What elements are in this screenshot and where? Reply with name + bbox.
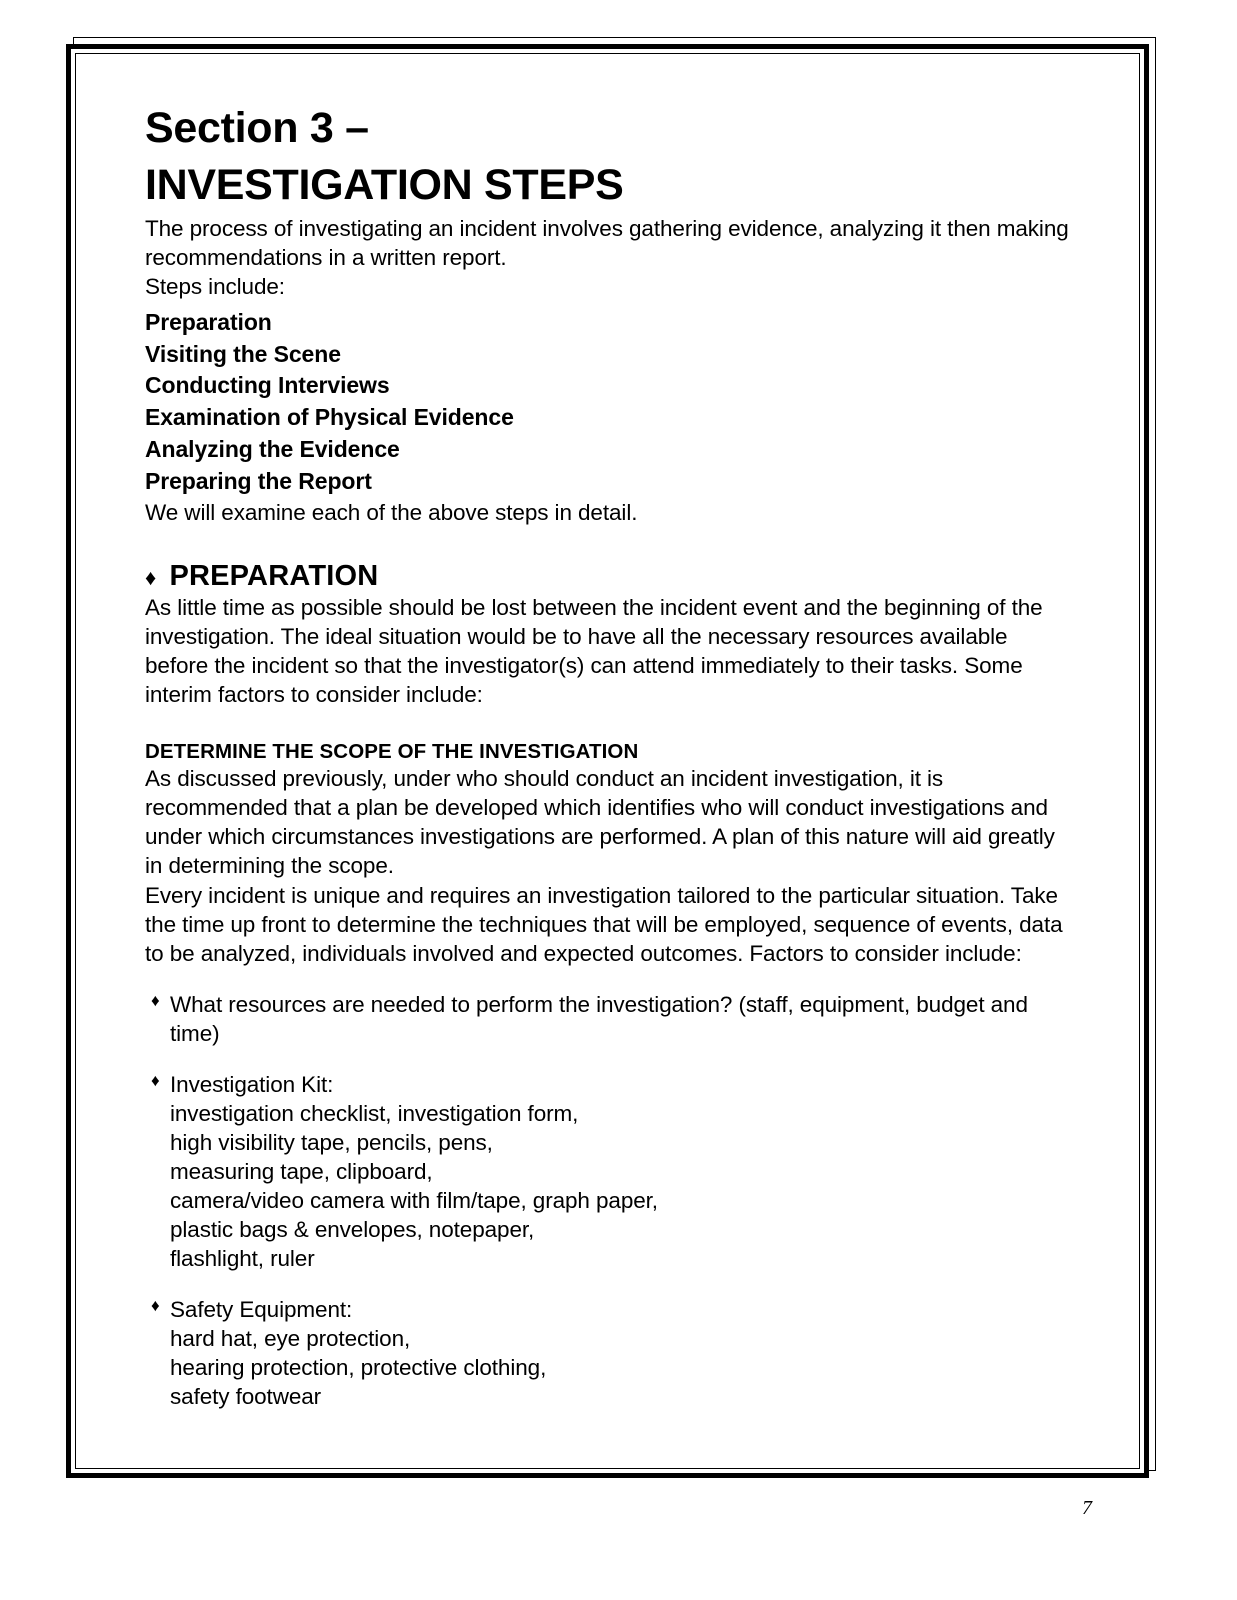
page-title-line-1: Section 3 –	[145, 104, 369, 152]
section-heading-label: PREPARATION	[169, 560, 379, 593]
list-item-sub-line: plastic bags & envelopes, notepaper,	[170, 1216, 535, 1242]
sub-heading-determine-scope: DETERMINE THE SCOPE OF THE INVESTIGATION	[145, 740, 639, 764]
page-number: 7	[1082, 1497, 1092, 1519]
list-item-text: What resources are needed to perform the investigation? (staff, equipment, budget and time)	[170, 991, 1028, 1046]
preparation-paragraph: As little time as possible should be lost between the incident event and the beginning of the investigation. The ideal situation would be to have all the necessary resources available before the incident so that the investigator(s) can attend immediately to their tasks. Some interim factors to consider include:	[145, 595, 1043, 708]
list-item-sub-line: high visibility tape, pencils, pens,	[170, 1129, 493, 1155]
list-item-sub-line: investigation checklist, investigation form,	[170, 1100, 579, 1126]
unique-incident-paragraph: Every incident is unique and requires an investigation tailored to the particular situation. Take the time up front to determine the techniques that will be employed, sequence of events, data to be analyzed, individuals involved and expected outcomes. Factors to consider include:	[145, 882, 1063, 966]
list-item	[145, 990, 1075, 1048]
list-item-sub-line: camera/video camera with film/tape, graph paper,	[170, 1187, 658, 1213]
list-item	[145, 1070, 1075, 1273]
list-item-sub-line: hearing protection, protective clothing,	[170, 1354, 547, 1380]
page-title-line-2: INVESTIGATION STEPS	[145, 160, 624, 209]
list-item-text: Investigation Kit:	[170, 1071, 334, 1097]
list-item-sub-line: measuring tape, clipboard,	[170, 1158, 433, 1184]
list-item-text: Safety Equipment:	[170, 1296, 353, 1322]
list-item: Examination of Physical Evidence	[145, 404, 514, 431]
steps-follow-up: We will examine each of the above steps in detail.	[145, 500, 638, 526]
steps-list	[145, 307, 1075, 499]
list-item-sub-lines	[170, 1099, 1075, 1273]
list-item: Visiting the Scene	[145, 340, 341, 367]
list-item: Analyzing the Evidence	[145, 436, 400, 463]
section-heading-preparation	[145, 560, 1075, 593]
diamond-bullet-icon: ♦	[151, 990, 160, 1010]
page-title	[145, 100, 1075, 214]
intro-paragraph: The process of investigating an incident involves gathering evidence, analyzing it then making recommendations in a written report.	[145, 215, 1069, 270]
scope-paragraph: As discussed previously, under who should conduct an incident investigation, it is recommended that a plan be developed which identifies who will conduct investigations and under which circumstances investigations are performed. A plan of this nature will aid greatly in determining the scope.	[145, 766, 1055, 879]
diamond-bullet-icon: ♦	[145, 565, 157, 591]
list-item-sub-line: hard hat, eye protection,	[170, 1325, 411, 1351]
diamond-bullet-icon: ♦	[151, 1295, 160, 1315]
factors-bullet-list	[145, 990, 1075, 1411]
diamond-bullet-icon: ♦	[151, 1070, 160, 1090]
list-item: Preparation	[145, 308, 272, 335]
list-item: Preparing the Report	[145, 468, 372, 495]
steps-lead-in: Steps include:	[145, 273, 285, 299]
list-item: Conducting Interviews	[145, 372, 390, 399]
list-item-sub-line: safety footwear	[170, 1383, 322, 1409]
list-item-sub-line: flashlight, ruler	[170, 1245, 315, 1271]
document-content	[145, 100, 1075, 1411]
list-item	[145, 1295, 1075, 1411]
list-item-sub-lines	[170, 1324, 1075, 1411]
